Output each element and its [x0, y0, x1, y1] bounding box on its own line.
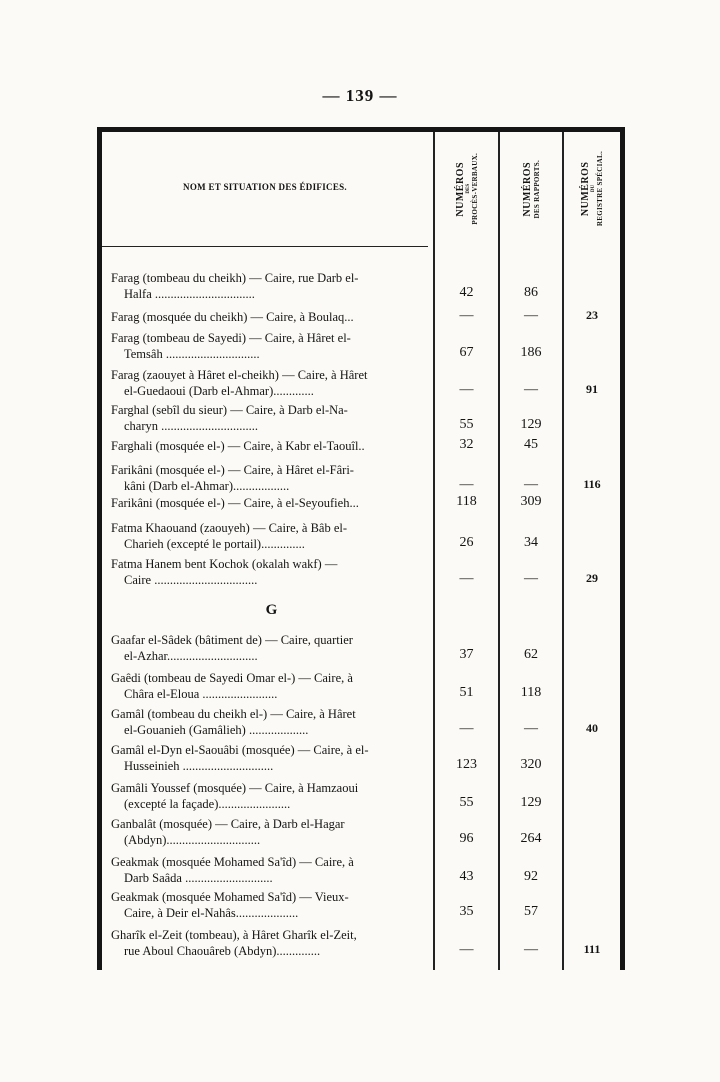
- rapport-number: —: [524, 721, 538, 736]
- proces-verbal-number: 118: [456, 494, 477, 509]
- rapport-number: —: [524, 477, 538, 492]
- registre-number: 23: [586, 308, 598, 322]
- entry-name: [111, 462, 432, 494]
- entry-line1: Farghal (sebîl du sieur) — Caire, à Darb el-Na-: [111, 403, 348, 417]
- header-name-column: NOM ET SITUATION DES ÉDIFICES.: [183, 182, 347, 192]
- entry-name: [111, 438, 432, 454]
- rapport-number: 186: [520, 345, 542, 360]
- entry-line2: el-Guedaoui (Darb el-Ahmar).............: [124, 384, 314, 398]
- header-rap-line2: DES RAPPORTS.: [532, 159, 541, 219]
- proces-verbal-number: 67: [459, 345, 474, 360]
- entry-line1: Geakmak (mosquée Mohamed Sa'îd) — Caire, à: [111, 855, 354, 869]
- entry-name: [111, 670, 432, 702]
- entry-line1: Farikâni (mosquée el-) — Caire, à Hâret el-Fâri-: [111, 463, 354, 477]
- section-letter-g: G: [265, 602, 278, 618]
- entry-line2: Caire .................................: [124, 573, 258, 587]
- entry-name: [111, 367, 432, 399]
- entry-line2: el-Azhar.............................: [124, 649, 258, 663]
- header-rapports: [500, 132, 562, 246]
- header-pv-line3: PROCÈS-VERBAUX.: [470, 153, 479, 225]
- rapport-number: 129: [520, 417, 542, 432]
- proces-verbal-number: 42: [459, 285, 474, 300]
- entry-line2: el-Gouanieh (Gamâlieh) ...................: [124, 723, 309, 737]
- rapport-number: 309: [520, 494, 542, 509]
- entry-line1: Gaêdi (tombeau de Sayedi Omar el-) — Caire, à: [111, 671, 353, 685]
- registre-number: 91: [586, 382, 598, 396]
- entry-line2: rue Aboul Chaouâreb (Abdyn)..............: [124, 944, 321, 958]
- entry-line1: Farghali (mosquée el-) — Caire, à Kabr el-Taouîl..: [111, 439, 365, 453]
- entry-name: [111, 556, 432, 588]
- entry-line1: Farag (tombeau de Sayedi) — Caire, à Hâret el-: [111, 331, 351, 345]
- rapport-number: 92: [524, 869, 538, 884]
- rapport-number: —: [524, 571, 538, 586]
- header-reg-line1: NUMÉROS: [580, 161, 591, 217]
- entry-line1: Farag (zaouyet à Hâret el-cheikh) — Caire, à Hâret: [111, 368, 368, 382]
- proces-verbal-number: 96: [459, 831, 474, 846]
- proces-verbal-number: —: [459, 942, 474, 957]
- rapport-number: —: [524, 308, 538, 323]
- entry-name: [111, 520, 432, 552]
- rapport-number: 86: [524, 285, 538, 300]
- entry-line1: Gharîk el-Zeit (tombeau), à Hâret Gharîk el-Zeit,: [111, 928, 357, 942]
- proces-verbal-number: 123: [456, 757, 477, 772]
- rapport-number: 57: [524, 904, 538, 919]
- registre-number: 29: [586, 571, 598, 585]
- entry-line1: Geakmak (mosquée Mohamed Sa'îd) — Vieux-: [111, 890, 349, 904]
- proces-verbal-number: 55: [459, 417, 474, 432]
- entry-line1: Farikâni (mosquée el-) — Caire, à el-Seyoufieh...: [111, 496, 359, 510]
- rapport-number: 118: [520, 685, 542, 700]
- registre-number: 116: [583, 477, 601, 491]
- entry-line2: Halfa ................................: [124, 287, 255, 301]
- rapport-number: —: [524, 382, 538, 397]
- entry-line1: Fatma Hanem bent Kochok (okalah wakf) —: [111, 557, 338, 571]
- index-table: [97, 127, 625, 970]
- entry-name: [111, 889, 432, 921]
- entry-line1: Ganbalât (mosquée) — Caire, à Darb el-Hagar: [111, 817, 345, 831]
- entry-line1: Farag (tombeau du cheikh) — Caire, rue Darb el-: [111, 271, 359, 285]
- entry-line2: (excepté la façade).......................: [124, 797, 291, 811]
- entry-line1: Gamâl el-Dyn el-Saouâbi (mosquée) — Caire, à el-: [111, 743, 369, 757]
- header-reg-line2: DU: [591, 185, 596, 193]
- header-pv-line1: NUMÉROS: [454, 161, 466, 217]
- entry-line2: kâni (Darb el-Ahmar)..................: [124, 479, 290, 493]
- header-rule: [102, 246, 428, 247]
- entry-line2: Husseinieh .............................: [124, 759, 274, 773]
- entry-line2: (Abdyn)..............................: [124, 833, 261, 847]
- rapport-number: 264: [520, 831, 542, 846]
- entry-line2: Temsâh ..............................: [124, 347, 260, 361]
- entry-name: [111, 270, 432, 302]
- proces-verbal-number: 43: [459, 869, 474, 884]
- header-rap-line1: NUMÉROS: [521, 161, 533, 217]
- entry-line2: charyn ...............................: [124, 419, 259, 433]
- proces-verbal-number: —: [459, 571, 474, 586]
- entry-name: [111, 780, 432, 812]
- rapport-number: 62: [524, 647, 538, 662]
- rapport-number: 320: [520, 757, 542, 772]
- proces-verbal-number: —: [459, 382, 474, 397]
- proces-verbal-number: —: [459, 308, 474, 323]
- rapport-number: —: [524, 942, 538, 957]
- header-reg-line3: REGISTRE SPÉCIAL.: [596, 151, 604, 227]
- entry-name: [111, 816, 432, 848]
- header-pv-line2: DES: [465, 184, 471, 194]
- entry-line1: Gamâli Youssef (mosquée) — Caire, à Hamzaoui: [111, 781, 359, 795]
- entry-line1: Fatma Khaouand (zaouyeh) — Caire, à Bâb el-: [111, 521, 348, 535]
- proces-verbal-number: 26: [459, 535, 474, 550]
- proces-verbal-number: —: [459, 721, 474, 736]
- registre-number: 111: [583, 942, 601, 956]
- column-divider: [562, 132, 564, 970]
- entry-line2: Châra el-Eloua ........................: [124, 687, 278, 701]
- entry-name: [111, 309, 432, 325]
- proces-verbal-number: 32: [459, 437, 474, 452]
- proces-verbal-number: 35: [459, 904, 474, 919]
- proces-verbal-number: 55: [459, 795, 474, 810]
- entry-line2: Charieh (excepté le portail)..............: [124, 537, 305, 551]
- rapport-number: 45: [524, 437, 538, 452]
- entry-name: [111, 927, 432, 959]
- entry-name: [111, 330, 432, 362]
- entry-line2: Darb Saâda ............................: [124, 871, 273, 885]
- entry-name: [111, 706, 432, 738]
- proces-verbal-number: 51: [459, 685, 474, 700]
- entry-name: [111, 854, 432, 886]
- header-proces-verbaux: [435, 132, 498, 246]
- entry-name: [111, 632, 432, 664]
- proces-verbal-number: —: [459, 477, 474, 492]
- entry-name: [111, 742, 432, 774]
- entry-line1: Gaafar el-Sâdek (bâtiment de) — Caire, quartier: [111, 633, 353, 647]
- entry-line1: Farag (mosquée du cheikh) — Caire, à Boulaq...: [111, 310, 354, 324]
- entry-name: [111, 495, 432, 511]
- entry-name: [111, 402, 432, 434]
- entry-line2: Caire, à Deir el-Nahâs....................: [124, 906, 299, 920]
- rapport-number: 34: [524, 535, 538, 550]
- rapport-number: 129: [520, 795, 542, 810]
- header-registre: [564, 132, 620, 246]
- proces-verbal-number: 37: [459, 647, 474, 662]
- registre-number: 40: [586, 721, 598, 735]
- page-number: — 139 —: [322, 86, 398, 105]
- entry-line1: Gamâl (tombeau du cheikh el-) — Caire, à Hâret: [111, 707, 356, 721]
